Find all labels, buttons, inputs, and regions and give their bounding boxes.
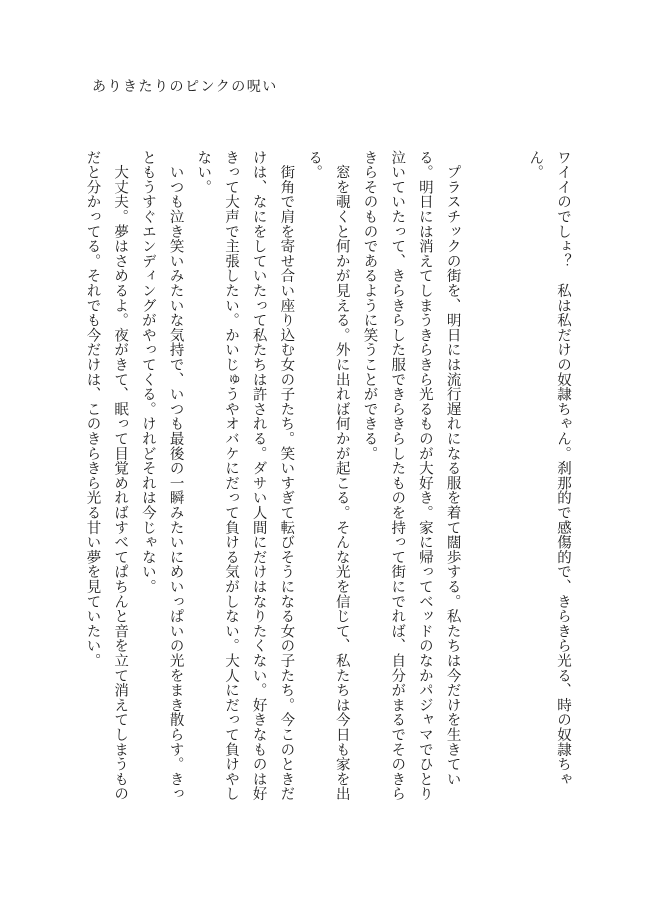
- paragraph-2: プラスチックの街を、明日には流行遅れになる服を着て闊歩する。私たちは今だけを生きている。明日には消えてしまうきらきら光るものが大好き。家に帰ってベッドのなかパジャマでひとり泣いていたって、きらきらした服できらきらしたものを持って街にでれば、自分がまるでそのきらきらそのものであるように笑うことができる。: [361, 150, 461, 802]
- paragraph-1: ワイイのでしょ？ 私は私だけの奴隷ちゃん。刹那的で感傷的で、きらきら光る、時の奴隷ちゃん。: [527, 150, 571, 787]
- paragraph-3: 窓を覗くと何かが見える。外に出れば何かが起こる。そんな光を信じて、私たちは今日も家を出る。: [306, 150, 350, 802]
- paragraph-5: いつも泣き笑いみたいな気持で、いつも最後の一瞬みたいにめいっぱいの光をまき散らす。きっともうすぐエンディングがやってくる。けれどそれは今じゃない。: [139, 150, 184, 802]
- paragraph-spacer: [466, 150, 521, 810]
- paragraph-4: 街角で肩を寄せ合い座り込む女の子たち。笑いすぎて転びそうになる女の子たち。今このときだけは、なにをしていたって私たちは許される。ダサい人間にだけはなりたくない。好きなものは好きって大声で主張したい。かいじゅうやオバケにだって負ける気がしない。大人にだって負けやしない。: [195, 150, 295, 802]
- body-text: [84, 150, 576, 810]
- page-title: ありきたりのピンクの呪い: [92, 79, 278, 95]
- paragraph-6: 大丈夫。夢はさめるよ。夜がきて、眠って目覚めればすべてぱちんと音を立て消えてしまうものだと分かってる。それでも今だけは、このきらきら光る甘い夢を見ていたい。: [84, 150, 129, 802]
